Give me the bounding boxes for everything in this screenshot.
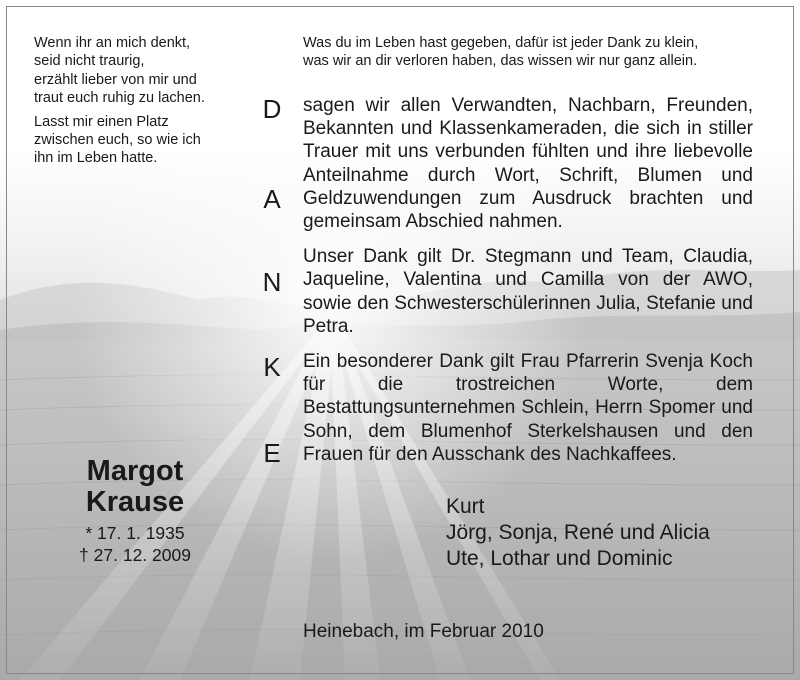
poem-line: ihn im Leben hatte. [34,150,158,167]
thanks-paragraph-3: Ein besonderer Dank gilt Frau Pfarrerin Svenja Koch für die trostreichen Worte, dem Bestattungsunternehmen Schlein, Herrn Spomer und Sohn, dem Blumenhof Sterkelshausen und den Frauen für den Ausschank des Nachkaffees. [303,351,753,465]
quote [303,34,773,71]
thanks-text [303,94,753,466]
family-line: Jörg, Sonja, René und Alicia [446,521,710,544]
deceased-last-name: Krause [85,486,185,518]
family-line: Kurt [446,495,485,518]
deceased-first-name: Margot [86,455,184,487]
thanks-paragraph-2: Unser Dank gilt Dr. Stegmann und Team, Claudia, Jaqueline, Valentina und Camilla von der AWO, sowie den Schwesterschülerinnen Julia, Stefanie und Petra. [303,246,753,337]
poem-line: Wenn ihr an mich denkt, [34,35,191,51]
family-line: Ute, Lothar und Dominic [446,547,673,570]
poem-line: Lasst mir einen Platz [34,113,169,130]
life-dates [60,522,210,566]
thanks-paragraph-1: sagen wir allen Verwandten, Nachbarn, Freunden, Bekannten und Klassenkameraden, die sich in stiller Trauer mit uns verbunden fühlten und ihre liebevolle Anteilnahme durch Wort, Schrift, Blumen und Geldzuwendungen zum Ausdruck brachten und gemeinsam Abschied nahmen. [303,95,753,233]
place-and-date: Heinebach, im Februar 2010 [303,621,544,642]
birth-date: * 17. 1. 1935 [85,523,185,543]
deceased-name [60,456,210,518]
quote-line: was wir an dir verloren haben, das wissen wir nur ganz allein. [303,53,698,70]
poem-line: erzählt lieber von mir und [34,71,197,88]
family-signatures [446,494,766,572]
dank-letter-n: N [262,267,282,297]
poem-stanza-2 [34,113,254,168]
death-date: † 27. 12. 2009 [79,545,191,565]
poem-line: traut euch ruhig zu lachen. [34,90,205,107]
dank-letter-d: D [262,94,282,124]
poem-line: seid nicht traurig, [34,53,145,70]
dank-letter-a: A [263,184,281,214]
dank-letter-k: K [263,352,281,382]
poem-line: zwischen euch, so wie ich [34,132,201,149]
dank-letter-e: E [263,438,281,468]
quote-line: Was du im Leben hast gegeben, dafür ist jeder Dank zu klein, [303,35,699,51]
poem-stanza-1 [34,34,254,108]
poem-left [34,34,254,168]
